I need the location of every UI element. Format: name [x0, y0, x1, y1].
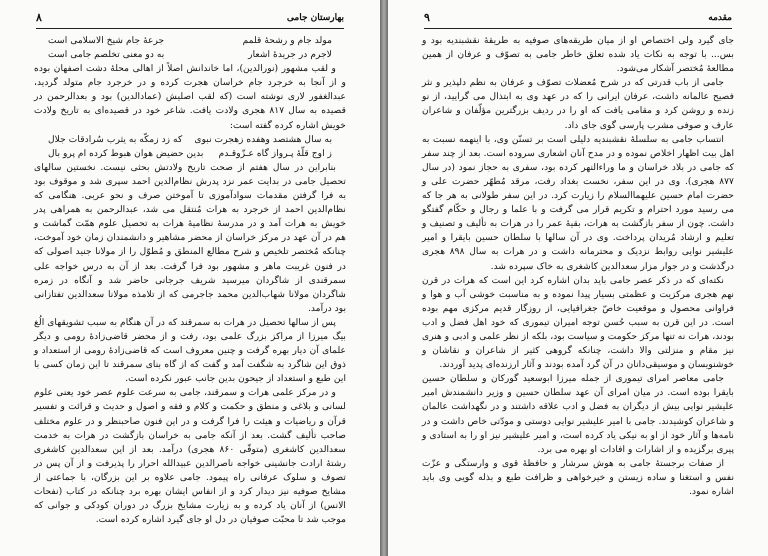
running-head: [36, 10, 344, 26]
page-number: ۸: [36, 11, 42, 24]
page-body: [34, 34, 346, 542]
page-right: [388, 0, 768, 556]
verse-line: [34, 34, 346, 48]
paragraph: جای گیرد ولی اختصاص او از میان طریقه‌های صوفیه به طریقهٔ نقشبندیه بود و بس... با توجه به نکات یاد شده تعلق خاطر جامی به تصوّف و عرفان از همین مطالعهٔ مُختصر آشکار می‌شود.: [422, 35, 734, 75]
verse-block: [34, 133, 346, 161]
running-head: [424, 10, 732, 26]
paragraph: نکته‌ای که در ذکر عصر جامی باید بدان اشاره کرد این است که هرات در قرن نهم هجری مرکزیت و عظمتی بسیار پیدا نموده و به مناسبت خوشی آب و هوا و فراوانی محصول و موقعیت خاصّ جغرافیایی، از روزگار قدیم مرکزی مهم بوده است. در این قرن به سبب حُسن توجه امیران تیموری که خود اهل فضل و ادب بودند، هرات نه تنها مرکز حکومت و سیاست بود، بلکه از نظر علمی و ادبی و هنری نیز مقام و منزلتی والا داشت، چنانکه گروهی کثیر از شاعران و نقاشان و خوشنویسان و موسیقی‌دانان در آن گرد آمده بودند و آثار ارزنده‌ای پدید آوردند.: [422, 274, 734, 371]
verse-line: [34, 48, 346, 62]
paragraph: انتساب جامی به سلسلهٔ نقشبندیه دلیلی است بر تسنّن وی، با اینهمه نسبت به اهل بیت اظهار اخلاص نموده و در مدح آنان اشعاری سروده است. بعد از چند سفر که جامی در بلاد خراسان و ما وراءالنهر کرده بود، سفری به حجاز نمود (در سال ۸۷۷ هجری). وی در این سفر، نخست بغداد رفت، مرقد مُطهّر حضرت علی و حضرت امام حسین علیهماالسلام را زیارت کرد. در این سفر طولانی به هر جا که می رسید مورد احترام و تکریم قرار می گرفت و با علما و رجال و حکّام گفتگو داشت. چون از سفر بازگشت به هرات، بقیهٔ عمر را در هرات به تألیف و تصنیف و تعلیم و ارشاد مُریدان پرداخت. وی در آن سالها با سلطان حسین بایقرا و امیر علیشیر نوایی روابط نزدیک و محترمانه داشت و در هرات به سال ۸۹۸ هجری درگذشت و در جوار مزار سعدالدین کاشغری به خاک سپرده شد.: [422, 133, 734, 272]
page-number: ۹: [424, 11, 430, 24]
hemistich: ز اوج قلّهٔ پـرواز گاه عـزّوقـدم: [218, 147, 332, 159]
paragraph: از صفات برجستهٔ جامی به هوش سرشار و حافظهٔ قوی و وارستگی و عزّت نفس و استغنا و ساده زیستن و خیرخواهی و ظرافت طبع و بذله گویی وی باید اشاره نمود.: [422, 457, 734, 497]
hemistich: به سال هشتصد وهفده زهجرت نبوی: [194, 133, 332, 145]
running-head-title: بهارستان جامی: [286, 13, 344, 23]
header-rule: [36, 28, 344, 29]
verse-block: [34, 34, 346, 62]
paragraph: پس از سالها تحصیل در هرات به سمرقند که در آن هنگام به سبب تشویقهای الُغ بیگ میرزا از مراکز بزرگ علمی بود، رفت و از محضر قاضی‌زادهٔ رومی و دیگر علمای آن دیار بهره گرفت و چنین معروف است که قاضی‌زادهٔ رومی از استعداد و ذوق این شاگرد به شگفت آمد و گفت که از گاه بنای سمرقند تا این زمان کسی با این طبع و استعداد از جیحون بدین جانب عبور نکرده است.: [34, 316, 346, 385]
hemistich: بدین حضیض هوان هبوط کرده ام پرو بال: [48, 147, 204, 159]
verse-line: [34, 147, 346, 161]
header-rule: [424, 28, 732, 29]
paragraph: جامی از باب قدرتی که در شرح مُعضلات تصوّف و عرفان به نظم دلپذیر و نثر فصیح عالمانه داشت، عرفان ایرانی را که در عهد وی به ابتذال می گرایید، از نو زنده و روشن کرد و مقامی یافت که او را در ردیف بزرگترین مؤلّفان و شاعران عارف و صوفی مشرب پارسی گوی جای داد.: [422, 77, 734, 131]
hemistich: به دو معنی تخلصم جامی است: [48, 49, 165, 61]
paragraph: بنابراین در سال هفتم از صحت تاریخ ولادتش بحثی نیست. نخستین سالهای تحصیل جامی در بدایت عمر نزد پدرش نظام‌الدین احمد سپری شد و موقوف بود به فرا گرفتن مقدمات سوادآموزی تا آموختن صرف و نحو عربی. هنگامی که نظام‌الدین احمد از خرجرد به هرات مُنتقل می شد، عبدالرحمن به همراهی پدر خویش به هرات آمد و در مدرسهٔ نظامیهٔ هرات به تحصیل علوم همّت گماشت و هم در آن عهد در مرکز خراسان از محضر مشاهیر و دانشمندان زمان خود آموخت، چنانکه مُختصر تلخیص و شرح مطالع المنطق و مُطوّل را از مولانا جنید اصولی که در فنون غریبت ماهر و مشهور بود فرا گرفت. بعد از آن به درس خواجه علی سمرقندی از شاگردان میرسید شریف جرجانی حاضر شد و آنگاه در زمره شاگردان مولانا شهاب‌الدین محمد جاجرمی که از تلامذه مولانا سعدالدین تفتازانی بود درآمد.: [34, 161, 346, 314]
paragraph: و لقب مشهور (نورالدین)، اما خاندانش اصلاً از اهالی محلهٔ دشت اصفهان بوده و از آنجا به خرجرد جام خراسان هجرت کرده و در خرجرد جام متولد گردید، عبدالغفور لاری نوشته است (که لقب اصلیش (عمادالدین) بود و بعدالرحمن در قصیده به سال ۸۱۷ هجری ولادت یافت. شاعر خود در قصیده‌ای به تاریخ ولادت خویش اشاره کرده گفته است:: [34, 63, 347, 131]
hemistich: که زد زمکّه به یثرب سُرادقات جلال: [48, 133, 183, 145]
hemistich: مولد جام و رشحهٔ قلمم: [242, 35, 332, 46]
paragraph: و در مرکز علمی هرات و سمرقند، جامی به سرعت علوم عصر خود یعنی علوم لسانی و بلاغی و منطق و حکمت و کلام و فقه و اصول و حدیث و قرائت و تفسیر قرآن و ریاضیات و هیئت را فرا گرفت و در این فنون صاحبنظر و در علوم مختلف صاحب تألیف گشت. بعد از آنکه جامی به خراسان بازگشت در هرات به خدمت سعدالدین کاشغری (متوفّی ۸۶۰ هجری) درآمد. بعد از این سعدالدین کاشغری رشتهٔ ارادت جانشینی خواجه ناصرالدین عبیدالله احرار را پذیرفت و از آن پس در تصوف و سلوک عرفانی راه پیمود. جامی علاوه بر این بزرگان، با جماعتی از مشایخ صوفیه نیز دیدار کرد و از انفاس ایشان بهره برد چنانکه در کتاب (نفحات الانس) از آنان یاد کرده و به زیارت مشایخ بزرگ در دوران کودکی و جوانی که موجب شد تا محبّت صوفیان در دل او جای گیرد اشاره کرده است.: [34, 387, 347, 526]
hemistich: لاجرم در جریدهٔ اشعار: [248, 49, 332, 61]
hemistich: جرعهٔ جام شیخ الاسلامی است: [48, 35, 165, 46]
running-head-title: مقدمه: [708, 13, 732, 23]
page-body: [422, 34, 734, 542]
paragraph: جامی معاصر امرای تیموری از جمله میرزا ابوسعید گورکان و سلطان حسین بایقرا بوده است. در میان امرای آن عهد سلطان حسین و وزیر دانشمندش امیر علیشیر نوایی بیش از دیگران به فضل و ادب علاقه داشتند و در نگهداشت عالمان و شاعران کوشیدند. جامی با امیر علیشیر نوایی دوستی و مودّتی خاص داشت و در نامه‌ها و آثار خود از او به نیکی یاد کرده است، و امیر علیشیر نیز او را به استادی و پیری برگزیده و از اشارات و افادات او بهره می برد.: [422, 373, 734, 455]
book-gutter: [380, 0, 388, 556]
page-left: [0, 0, 380, 556]
verse-line: [34, 133, 346, 147]
